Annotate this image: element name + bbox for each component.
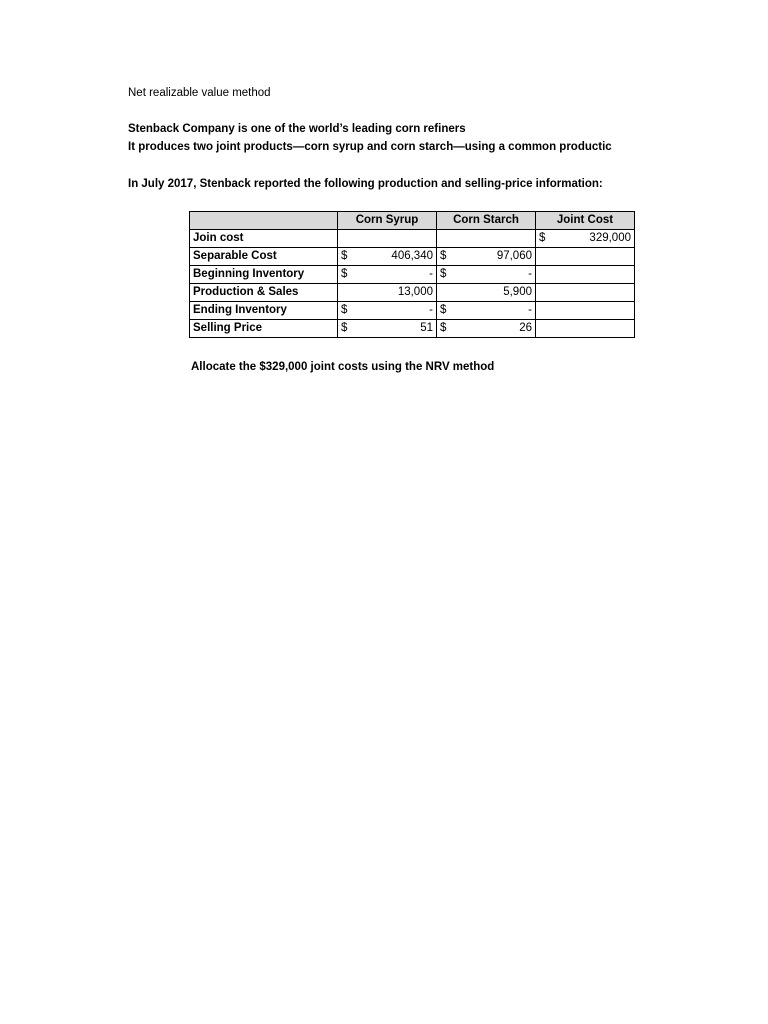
cell-value: 51: [420, 322, 433, 334]
cell-value: -: [429, 268, 433, 280]
header-corn-syrup: Corn Syrup: [338, 212, 437, 230]
row-label: Join cost: [190, 230, 338, 248]
currency-symbol: $: [440, 250, 447, 262]
cell-joint-cost: [536, 302, 635, 320]
row-label: Separable Cost: [190, 248, 338, 266]
row-label: Beginning Inventory: [190, 266, 338, 284]
currency-symbol: $: [341, 322, 348, 334]
cell-corn-syrup: [338, 320, 437, 338]
header-joint-cost: Joint Cost: [536, 212, 635, 230]
currency-symbol: $: [440, 304, 447, 316]
cell-corn-syrup: [338, 284, 437, 302]
table-row: [190, 302, 635, 320]
cell-corn-syrup: [338, 230, 437, 248]
document-title: Net realizable value method: [128, 87, 271, 99]
production-table: [189, 211, 635, 338]
table-row: [190, 248, 635, 266]
row-label: Selling Price: [190, 320, 338, 338]
intro-line-1: Stenback Company is one of the world’s leading corn refiners: [128, 123, 466, 135]
cell-joint-cost: [536, 266, 635, 284]
cell-corn-starch: [437, 266, 536, 284]
currency-symbol: $: [341, 268, 348, 280]
cell-joint-cost: [536, 320, 635, 338]
table-row: [190, 284, 635, 302]
currency-symbol: $: [440, 268, 447, 280]
cell-joint-cost: [536, 230, 635, 248]
header-blank: [190, 212, 338, 230]
cell-corn-starch: [437, 248, 536, 266]
cell-value: 13,000: [397, 286, 433, 298]
cell-corn-starch: [437, 284, 536, 302]
cell-joint-cost: [536, 248, 635, 266]
cell-value: 26: [519, 322, 532, 334]
currency-symbol: $: [341, 304, 348, 316]
cell-corn-syrup: [338, 248, 437, 266]
cell-value: 406,340: [391, 250, 433, 262]
table-row: [190, 320, 635, 338]
currency-symbol: $: [341, 250, 348, 262]
currency-symbol: $: [440, 322, 447, 334]
cell-corn-syrup: [338, 302, 437, 320]
cell-corn-starch: [437, 320, 536, 338]
cell-value: 5,900: [503, 286, 532, 298]
cell-value: 329,000: [589, 232, 631, 244]
intro-line-2: It produces two joint products—corn syrup and corn starch—using a common productic: [128, 141, 612, 153]
cell-value: -: [528, 268, 532, 280]
currency-symbol: $: [539, 232, 546, 244]
cell-value: 97,060: [496, 250, 532, 262]
header-corn-starch: Corn Starch: [437, 212, 536, 230]
row-label: Production & Sales: [190, 284, 338, 302]
table-row: [190, 266, 635, 284]
cell-value: -: [528, 304, 532, 316]
cell-joint-cost: [536, 284, 635, 302]
table-header-row: [190, 212, 635, 230]
instruction-text: Allocate the $329,000 joint costs using the NRV method: [191, 361, 495, 373]
cell-value: -: [429, 304, 433, 316]
row-label: Ending Inventory: [190, 302, 338, 320]
cell-corn-starch: [437, 302, 536, 320]
intro-line-3: In July 2017, Stenback reported the following production and selling-price information:: [128, 178, 603, 190]
table-row: [190, 230, 635, 248]
cell-corn-starch: [437, 230, 536, 248]
cell-corn-syrup: [338, 266, 437, 284]
